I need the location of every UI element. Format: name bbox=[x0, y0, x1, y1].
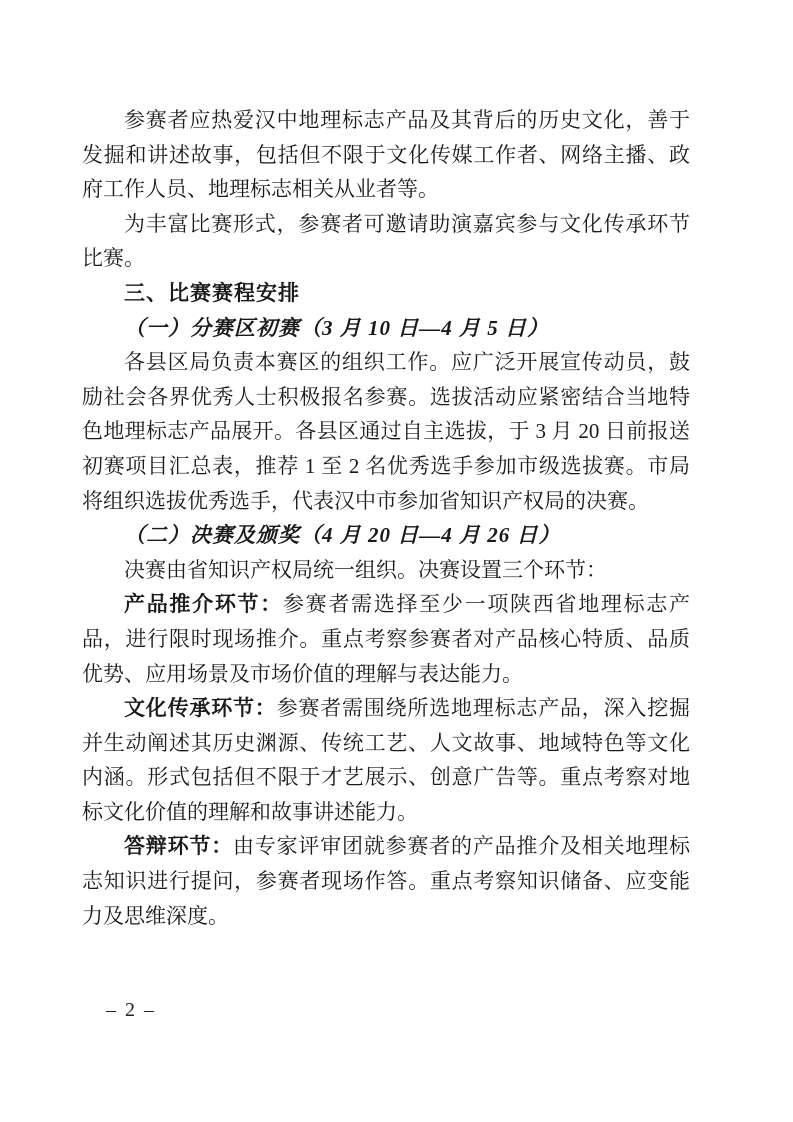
page-number: – 2 – bbox=[106, 999, 156, 1021]
paragraph-product-pitch bbox=[82, 587, 690, 691]
runin-label-culture-heritage: 文化传承环节： bbox=[124, 696, 277, 721]
paragraph-defense bbox=[82, 829, 690, 933]
subsection-heading-final: （二）决赛及颁奖（4 月 20 日—4 月 26 日） bbox=[124, 523, 561, 548]
paragraph-participants: 参赛者应热爱汉中地理标志产品及其背后的历史文化，善于发掘和讲述故事，包括但不限于文化传媒工作者、网络主播、政府工作人员、地理标志相关从业者等。 bbox=[82, 108, 690, 202]
runin-body-culture-heritage: 参赛者需围绕所选地理标志产品，深入挖掘并生动阐述其历史渊源、传统工艺、人文故事、地域特色等文化内涵。形式包括但不限于才艺展示、创意广告等。重点考察对地标文化价值的理解和故事讲述能力。 bbox=[82, 696, 691, 824]
runin-label-defense: 答辩环节： bbox=[124, 834, 233, 859]
section-heading-schedule: 三、比赛赛程安排 bbox=[124, 280, 300, 305]
document-body bbox=[82, 103, 690, 933]
runin-body-defense: 由专家评审团就参赛者的产品推介及相关地理标志知识进行提问，参赛者现场作答。重点考察知识储备、应变能力及思维深度。 bbox=[82, 834, 690, 928]
subsection-heading-preliminary: （一）分赛区初赛（3 月 10 日—4 月 5 日） bbox=[124, 315, 549, 340]
paragraph-final-intro: 决赛由省知识产权局统一组织。决赛设置三个环节： bbox=[124, 557, 607, 582]
runin-body-product-pitch: 参赛者需选择至少一项陕西省地理标志产品，进行限时现场推介。重点考察参赛者对产品核心特质、品质优势、应用场景及市场价值的理解与表达能力。 bbox=[82, 592, 691, 686]
paragraph-culture-heritage bbox=[82, 691, 690, 829]
runin-label-product-pitch: 产品推介环节： bbox=[124, 592, 283, 617]
paragraph-preliminary-details: 各县区局负责本赛区的组织工作。应广泛开展宣传动员，鼓励社会各界优秀人士积极报名参赛。选拔活动应紧密结合当地特色地理标志产品展开。各县区通过自主选拔，于 3 月 20 日前报送初赛项目汇总表，推荐 1 至 2 名优秀选手参加市级选拔赛。市局将组织选拔优秀选手，代表汉中市参加省知识产权局的决赛。 bbox=[82, 350, 690, 513]
paragraph-guest-performers: 为丰富比赛形式，参赛者可邀请助演嘉宾参与文化传承环节比赛。 bbox=[82, 211, 690, 271]
